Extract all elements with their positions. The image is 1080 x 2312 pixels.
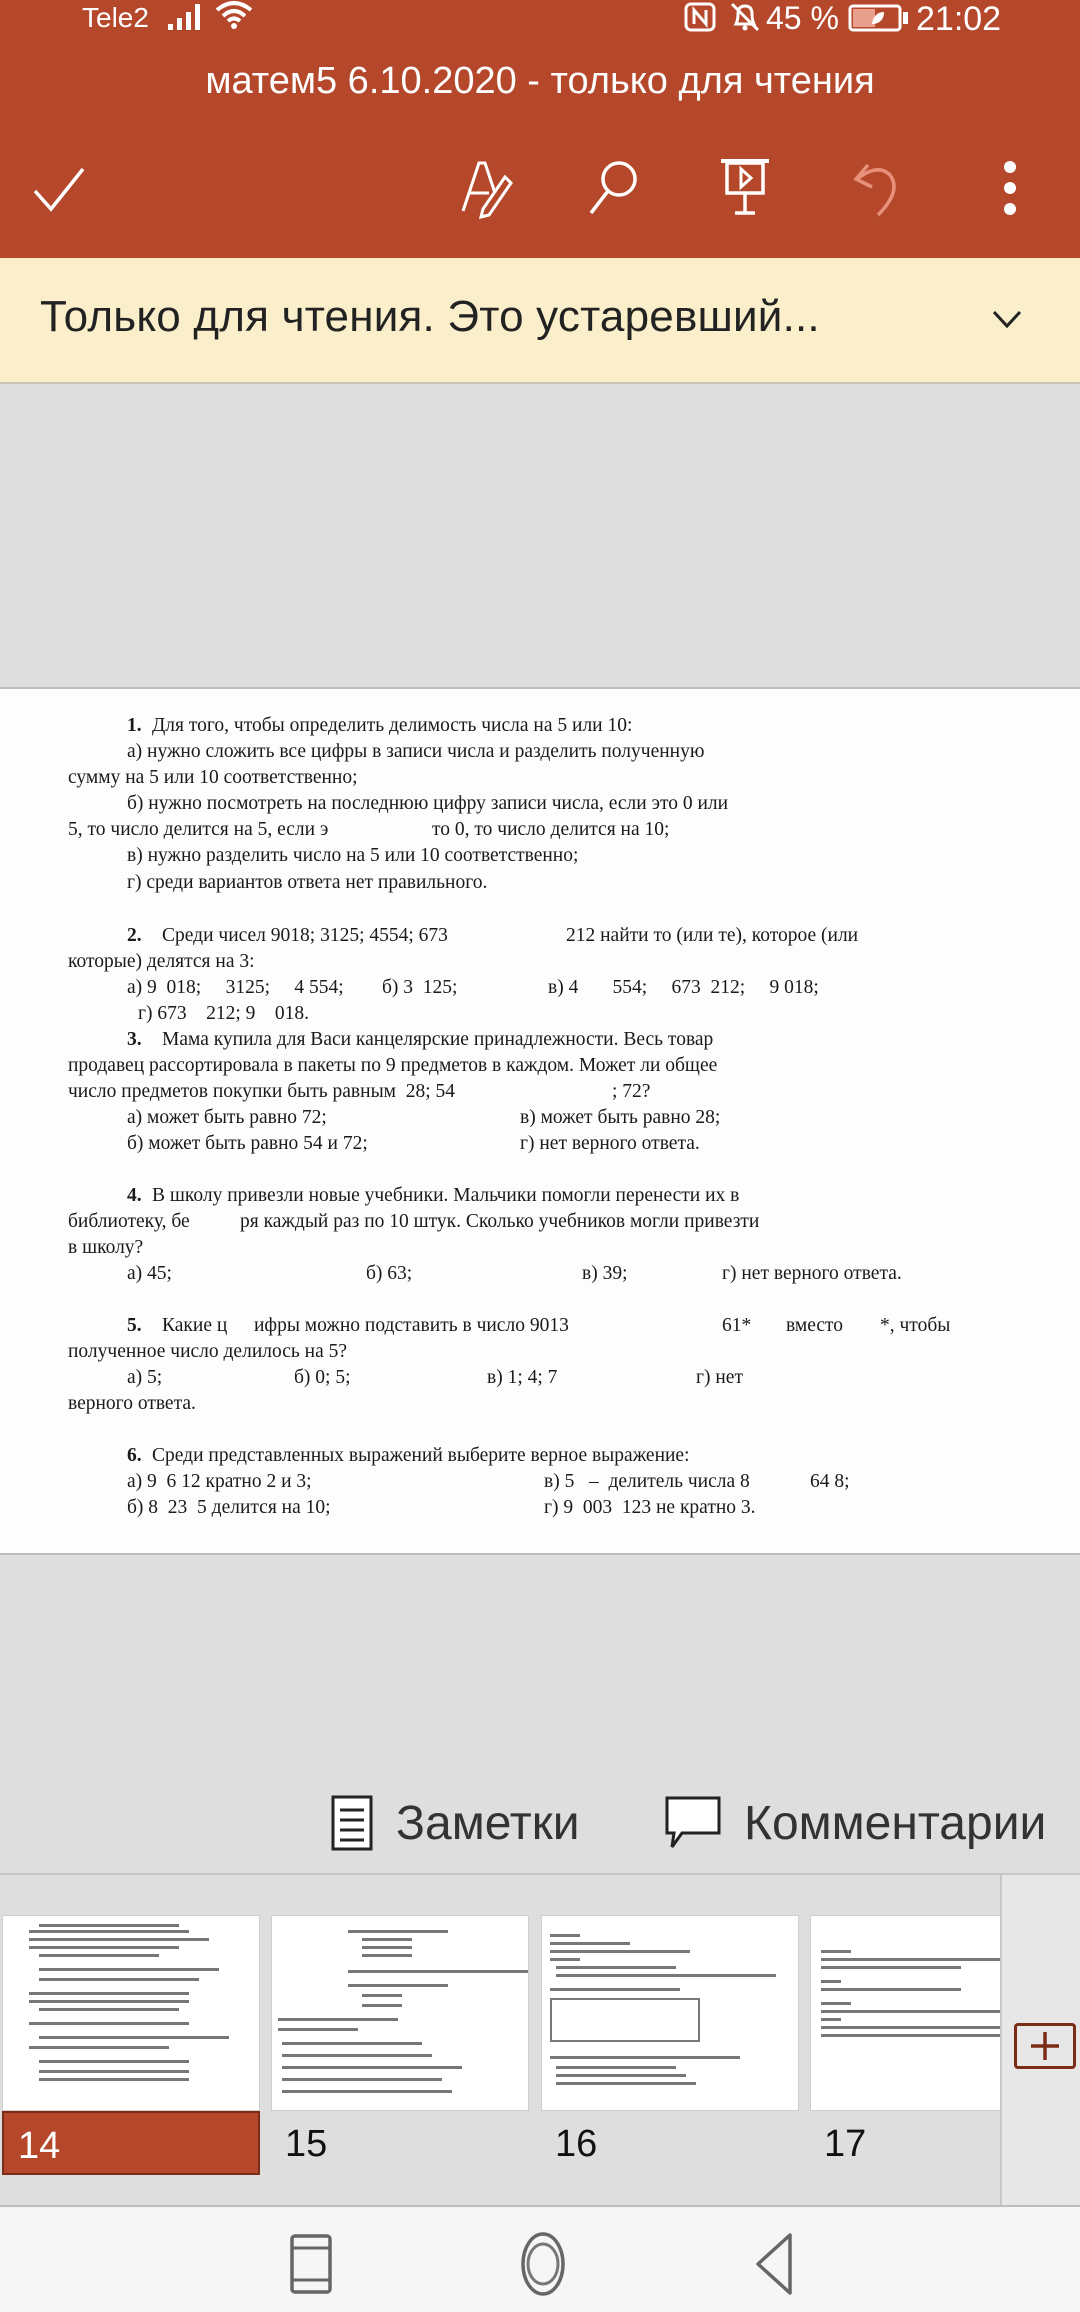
undo-button[interactable] bbox=[843, 148, 913, 228]
done-button[interactable] bbox=[24, 148, 94, 228]
nfc-icon bbox=[684, 2, 716, 32]
q2-option-c: в) 4 554; 673 212; 9 018; bbox=[548, 977, 819, 998]
message-text: Только для чтения. Это устаревший... bbox=[40, 292, 820, 341]
q6-option-b: б) 8 23 5 делится на 10; bbox=[127, 1497, 331, 1518]
question-4-text-line2-cont: ря каждый раз по 10 штук. Сколько учебников могли привезти bbox=[240, 1211, 760, 1232]
notes-label: Заметки bbox=[396, 1796, 580, 1850]
q5-option-c: в) 1; 4; 7 bbox=[487, 1367, 558, 1388]
read-only-message-bar[interactable] bbox=[0, 258, 1080, 384]
question-1-text: Для того, чтобы определить делимость числа на 5 или 10: bbox=[152, 715, 633, 736]
question-3-text-line2: продавец рассортировала в пакеты по 9 предметов в каждом. Может ли общее bbox=[68, 1055, 718, 1076]
q6-option-c-cont: 64 8; bbox=[810, 1471, 850, 1492]
question-4-text: В школу привезли новые учебники. Мальчики помогли перенести их в bbox=[152, 1185, 740, 1206]
q1-option-b-cont2: то 0, то число делится на 10; bbox=[432, 819, 670, 840]
q4-option-d: г) нет верного ответа. bbox=[722, 1263, 902, 1284]
q2-option-d: г) 673 212; 9 018. bbox=[138, 1003, 310, 1024]
present-icon bbox=[715, 155, 775, 221]
q4-option-c: в) 39; bbox=[582, 1263, 628, 1284]
more-options-button[interactable] bbox=[975, 148, 1045, 228]
question-number: 6. bbox=[127, 1445, 142, 1466]
q3-option-c: в) может быть равно 28; bbox=[520, 1107, 721, 1128]
search-button[interactable] bbox=[578, 148, 648, 228]
question-3-text: Мама купила для Васи канцелярские принадлежности. Весь товар bbox=[162, 1029, 714, 1050]
question-number: 5. bbox=[127, 1315, 142, 1336]
clock: 21:02 bbox=[916, 0, 1002, 38]
q4-option-b: б) 63; bbox=[366, 1263, 413, 1284]
comments-label: Комментарии bbox=[744, 1796, 1047, 1850]
q5-option-b: б) 0; 5; bbox=[294, 1367, 351, 1388]
question-6-text: Среди представленных выражений выберите верное выражение: bbox=[152, 1445, 690, 1466]
q1-option-b: б) нужно посмотреть на последнюю цифру записи числа, если это 0 или bbox=[127, 793, 729, 814]
notes-button[interactable] bbox=[330, 1792, 580, 1854]
more-icon bbox=[980, 155, 1040, 221]
thumbnail-number: 15 bbox=[285, 2123, 328, 2165]
question-number: 3. bbox=[127, 1029, 142, 1050]
question-2-text-line2: которые) делятся на 3: bbox=[68, 951, 255, 972]
q5-option-d-cont: верного ответа. bbox=[68, 1393, 196, 1414]
question-3-text-line3: число предметов покупки быть равным 28; 54 bbox=[68, 1081, 456, 1102]
back-icon bbox=[750, 2229, 800, 2299]
slide-canvas[interactable] bbox=[0, 384, 1080, 1844]
draw-button[interactable] bbox=[450, 148, 520, 228]
question-5-number: 61* bbox=[722, 1315, 752, 1336]
signal-icon bbox=[168, 4, 206, 30]
q6-option-d: г) 9 003 123 не кратно 3. bbox=[544, 1497, 756, 1518]
q3-option-d: г) нет верного ответа. bbox=[520, 1133, 700, 1154]
search-icon bbox=[583, 155, 643, 221]
question-4-text-line2: библиотеку, бе bbox=[68, 1211, 190, 1232]
back-button[interactable] bbox=[740, 2229, 810, 2299]
q1-option-d: г) среди вариантов ответа нет правильного. bbox=[127, 872, 488, 893]
battery-saver-icon bbox=[848, 4, 910, 32]
draw-icon bbox=[455, 155, 515, 221]
home-icon bbox=[518, 2229, 568, 2299]
q5-option-d: г) нет bbox=[696, 1367, 743, 1388]
recents-icon bbox=[286, 2232, 336, 2296]
slide-thumbnail[interactable] bbox=[2, 1915, 260, 2175]
system-navigation-bar bbox=[0, 2205, 1080, 2312]
recents-button[interactable] bbox=[276, 2229, 346, 2299]
wifi-icon bbox=[214, 0, 254, 30]
q3-option-b: б) может быть равно 54 и 72; bbox=[127, 1133, 368, 1154]
q1-option-a: а) нужно сложить все цифры в записи числа и разделить полученную bbox=[127, 741, 705, 762]
slide-14[interactable] bbox=[0, 687, 1080, 1555]
slide-thumbnail[interactable] bbox=[541, 1915, 799, 2175]
q6-option-c: в) 5 – делитель числа 8 bbox=[544, 1471, 750, 1492]
notes-icon bbox=[330, 1794, 374, 1852]
battery-percent: 45 % bbox=[766, 0, 839, 36]
home-button[interactable] bbox=[508, 2229, 578, 2299]
question-2-text-cont: 212 найти то (или те), которое (или bbox=[566, 925, 859, 946]
chevron-down-icon[interactable] bbox=[990, 304, 1024, 334]
app-header bbox=[0, 0, 1080, 258]
status-bar bbox=[0, 0, 1080, 36]
done-check-icon bbox=[29, 155, 89, 221]
q6-option-a: а) 9 6 12 кратно 2 и 3; bbox=[127, 1471, 312, 1492]
document-title: матем5 6.10.2020 - только для чтения bbox=[205, 60, 875, 102]
notes-comments-bar bbox=[0, 1770, 1080, 1875]
question-5-text: Какие ц bbox=[162, 1315, 228, 1336]
slide-thumbnail[interactable] bbox=[810, 1915, 1000, 2175]
thumbnail-preview bbox=[271, 1915, 529, 2111]
thumbnail-number: 17 bbox=[824, 2123, 867, 2165]
question-3-text-line3-cont: ; 72? bbox=[612, 1081, 651, 1102]
carrier-name: Tele2 bbox=[82, 2, 149, 33]
question-number: 1. bbox=[127, 715, 142, 736]
question-number: 2. bbox=[127, 925, 142, 946]
comments-button[interactable] bbox=[664, 1792, 1046, 1854]
question-number: 4. bbox=[127, 1185, 142, 1206]
add-slide-button[interactable] bbox=[1014, 2023, 1076, 2069]
q4-option-a: а) 45; bbox=[127, 1263, 172, 1284]
question-5-instead: вместо bbox=[786, 1315, 844, 1336]
question-5-tail: *, чтобы bbox=[880, 1315, 951, 1336]
question-4-text-line3: в школу? bbox=[68, 1237, 144, 1258]
q1-option-b-cont: 5, то число делится на 5, если э bbox=[68, 819, 329, 840]
comment-icon bbox=[664, 1795, 722, 1851]
add-slide-strip bbox=[1000, 1875, 1080, 2205]
q3-option-a: а) может быть равно 72; bbox=[127, 1107, 327, 1128]
q5-option-a: а) 5; bbox=[127, 1367, 163, 1388]
thumbnail-preview bbox=[2, 1915, 260, 2111]
thumbnail-preview bbox=[810, 1915, 1000, 2111]
slide-thumbnail[interactable] bbox=[271, 1915, 529, 2175]
plus-icon bbox=[1027, 2028, 1063, 2064]
present-button[interactable] bbox=[710, 148, 780, 228]
thumbnail-number: 16 bbox=[555, 2123, 598, 2165]
question-5-text-line2: полученное число делилось на 5? bbox=[68, 1341, 348, 1362]
q1-option-c: в) нужно разделить число на 5 или 10 соответственно; bbox=[127, 845, 579, 866]
undo-icon bbox=[848, 155, 908, 221]
thumbnail-preview bbox=[541, 1915, 799, 2111]
question-5-text-cont: ифры можно подставить в число 9013 bbox=[254, 1315, 569, 1336]
bell-muted-icon bbox=[728, 2, 762, 32]
q2-option-b: б) 3 125; bbox=[382, 977, 458, 998]
thumbnail-number: 14 bbox=[2, 2111, 260, 2175]
slide-thumbnail-strip[interactable] bbox=[0, 1875, 1000, 2205]
question-2-text: Среди чисел 9018; 3125; 4554; 673 bbox=[162, 925, 448, 946]
q1-option-a-cont: сумму на 5 или 10 соответственно; bbox=[68, 767, 358, 788]
q2-option-a: а) 9 018; 3125; 4 554; bbox=[127, 977, 344, 998]
